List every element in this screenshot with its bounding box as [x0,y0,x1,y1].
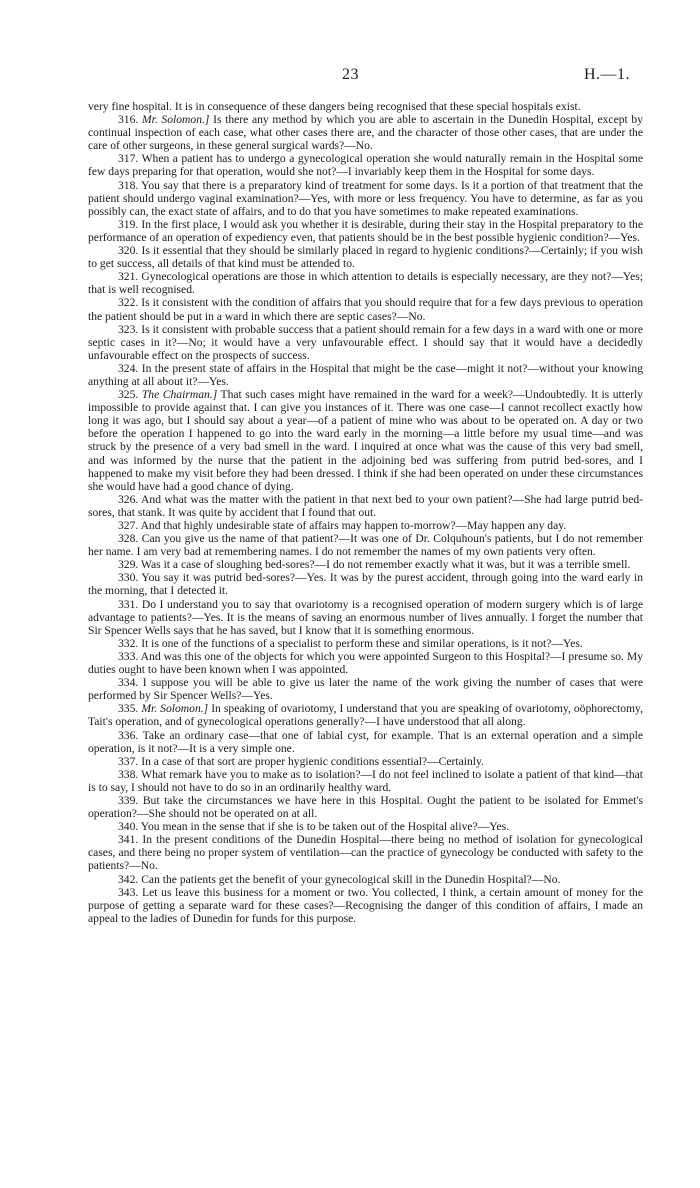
body-text [88,100,643,925]
question-number: 336. [118,728,139,742]
page-number: 23 [342,66,359,83]
paragraph [88,362,643,388]
question-number: 332. [118,636,139,650]
speaker-label: Mr. Solomon.] [141,702,209,716]
page-header [0,66,700,90]
paragraph-text: It is one of the functions of a specialist to perform these and similar operations, is it not?—Yes. [141,636,583,650]
question-number: 322. [118,296,139,310]
paragraph-text: That such cases might have remained in the ward for a week?—Undoubtedly. It is utterly impossible to provide against that. I can give you instances of it. There was one case—I cannot recollect exactly how long it was ago, but I should say about a year—of a patient of mine who was about to be operated on. A day or two before the operation I happened to go into the ward early in the morning—a little before my usual time—and was struck by the presence of a very bad smell in the ward. I inquired at once what was the cause of this very bad smell, and was informed by the nurse that the patient in the adjoining bed was suffering from putrid bed-sores, and I happened to make my visit before they had been dressed. I think if she had been operated on under these circumstances she would have had a good chance of dying. [88,388,643,493]
paragraph-text: I suppose you will be able to give us later the name of the work giving the number of cases that were performed by Sir Spencer Wells?—Yes. [88,676,643,703]
paragraph-text: Take an ordinary case—that one of labial cyst, for example. That is an external operation and a simple operation, is it not?—It is a very simple one. [88,728,643,755]
paragraph-text: But take the circumstances we have here in this Hospital. Ought the patient to be isolated for Emmet's operation?—She should not be operated on at all. [88,793,643,821]
paragraph [88,755,643,768]
paragraph-text: Let us leave this business for a moment or two. You collected, I think, a certain amount of money for the purpose of getting a separate ward for these cases?—Recognising the danger of this condition of affairs, I made an appeal to the ladies of Dunedin for funds for this purpose. [88,885,643,925]
paragraph [88,768,643,794]
paragraph [88,598,643,637]
paragraph [88,270,643,296]
paragraph [88,100,643,113]
paragraph [88,113,643,152]
question-number: 327. [118,519,139,532]
question-number: 325. [118,388,139,402]
question-number: 340. [118,820,139,834]
question-number: 331. [118,597,139,611]
paragraph-text: And what was the matter with the patient in that next bed to your own patient?—She had large putrid bed-sores, that stank. It was quite by accident that I found that out. [88,492,643,519]
paragraph-text: In speaking of ovariotomy, I understand that you are speaking of ovariotomy, oöphorectomy, Tait's operation, and of gynecological operations generally?—I have understood that all along. [88,702,644,729]
paragraph-text: What remark have you to make as to isolation?—I do not feel inclined to isolate a patient of that kind—that is to say, I should not have to do so in an ordinarily healthy ward. [88,767,643,794]
paragraph-text: And was this one of the objects for which you were appointed Surgeon to this Hospital?—I presume so. My duties ought to have been known when I was appointed. [88,649,644,677]
paragraph-text: Is there any method by which you are able to ascertain in the Dunedin Hospital, except by continual inspection of each case, what other cases there are, and the character of those other cases, that are under the care of other surgeons, in these general surgical wards?—No. [88,113,644,153]
paragraph [88,676,643,702]
paragraph-text: Can the patients get the benefit of your gynecological skill in the Dunedin Hospital?—No. [141,872,561,886]
paragraph [88,637,643,650]
paragraph [88,886,643,925]
paragraph-text: In the present conditions of the Dunedin Hospital—there being no method of isolation for gynecological cases, and there being no proper system of ventilation—can the practice of gynecology be conducted with safety to the patients?—No. [88,833,644,873]
paragraph [88,388,643,493]
paragraph-text: You say it was putrid bed-sores?—Yes. It was by the purest accident, through going into the ward early in the morning, that I detected it. [88,571,644,598]
question-number: 337. [118,754,139,768]
paragraph-text: Do I understand you to say that ovariotomy is a recognised operation of modern surgery which is of large advantage to patients?—Yes. It is the means of saving an enormous number of lives annually. I forget the number that Sir Spencer Wells says that he has saved, but I know that it is something enormous. [88,597,643,637]
question-number: 338. [118,767,139,781]
paragraph [88,558,643,571]
paragraph-text: Is it essential that they should be similarly placed in regard to hygienic conditions?—Certainly; if you wish to get success, all details of that kind must be attended to. [88,244,644,271]
paragraph-text: In a case of that sort are proper hygienic conditions essential?—Certainly. [141,754,484,768]
paragraph [88,794,643,820]
paragraph-text: very fine hospital. It is in consequence of these dangers being recognised that these special hospitals exist. [88,100,581,113]
paragraph [88,571,643,597]
question-number: 320. [118,244,139,258]
paragraph-text: When a patient has to undergo a gynecological operation she would naturally remain in the Hospital some few days preparing for that operation, would she not?—I invariably keep them in the Hospital for some days. [88,152,643,179]
question-number: 329. [118,558,139,572]
paragraph-text: Is it consistent with probable success that a patient should remain for a few days in a ward with one or more septic cases in it?—No; it would have a very unfavourable effect. I should say that it would have a decidedly unfavourable effect on the prospects of success. [88,322,643,362]
paragraph-text: You mean in the sense that if she is to be taken out of the Hospital alive?—Yes. [140,820,510,834]
paragraph [88,244,643,270]
paragraph-text: You say that there is a preparatory kind of treatment for some days. Is it a portion of that treatment that the patient should undergo vaginal examination?—Yes, with more or less frequency. You have to determine, as far as you possibly can, the exact state of affairs, and to do that you have sometimes to make repeated examinations. [88,178,643,218]
paragraph [88,833,643,872]
paragraph [88,702,643,728]
paragraph [88,650,643,676]
question-number: 323. [118,322,139,336]
question-number: 335. [118,702,139,716]
paragraph-text: Is it consistent with the condition of affairs that you should require that for a few days previous to operation the patient should be put in a ward in which there are septic cases?—No. [88,296,643,323]
paragraph [88,323,643,362]
paragraph-text: Can you give us the name of that patient?—It was one of Dr. Colquhoun's patients, but I do not remember her name. I am very bad at remembering names. I do not remember the names of my own patients very often. [88,532,643,559]
paragraph [88,532,643,558]
question-number: 333. [118,649,139,663]
paragraph-text: Was it a case of sloughing bed-sores?—I do not remember exactly what it was, but it was a terrible smell. [141,558,631,572]
paragraph [88,179,643,218]
speaker-label: The Chairman.] [141,388,218,402]
paragraph [88,519,643,532]
question-number: 316. [118,113,139,127]
question-number: 317. [118,152,139,166]
paragraph-text: In the present state of affairs in the Hospital that might be the case—might it not?—without your knowing anything at all about it?—Yes. [88,361,643,388]
question-number: 334. [118,676,139,690]
paragraph [88,296,643,322]
paragraph [88,152,643,178]
paragraph-text: In the first place, I would ask you whether it is desirable, during their stay in the Hospital preparatory to the performance of an operation of expediency even, that patients should be in the best possible hygienic condition?—Yes. [88,217,643,244]
paragraph [88,218,643,244]
speaker-label: Mr. Solomon.] [141,113,210,127]
paragraph [88,873,643,886]
paragraph [88,493,643,519]
question-number: 330. [118,571,139,585]
question-number: 328. [118,532,139,546]
question-number: 342. [118,872,139,886]
question-number: 318. [118,178,139,192]
paragraph [88,729,643,755]
paragraph [88,820,643,833]
paragraph-text: Gynecological operations are those in which attention to details is especially necessary, are they not?—Yes; that is well recognised. [88,270,643,297]
question-number: 341. [118,833,139,847]
question-number: 326. [118,492,139,506]
paragraph-text: And that highly undesirable state of affairs may happen to-morrow?—May happen any day. [140,519,567,532]
question-number: 319. [118,217,139,231]
question-number: 321. [118,270,139,284]
question-number: 339. [118,793,139,807]
question-number: 343. [118,885,139,899]
question-number: 324. [118,361,139,375]
document-reference: H.—1. [583,66,630,83]
